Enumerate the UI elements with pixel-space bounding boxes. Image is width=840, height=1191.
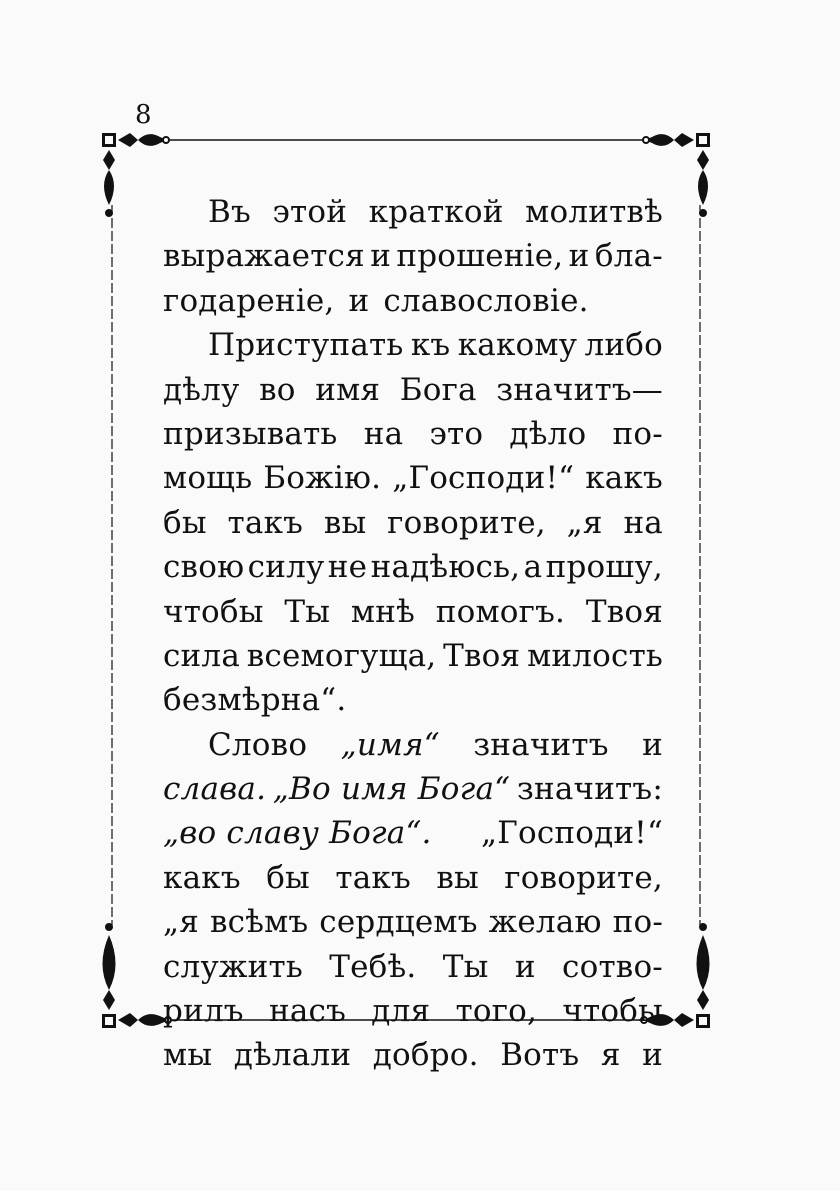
word: помогъ.: [435, 593, 566, 630]
word: а: [523, 549, 543, 586]
word: Приступать: [208, 327, 404, 364]
word: чтобы: [562, 993, 663, 1030]
word: какъ: [163, 859, 241, 896]
text-line: [163, 945, 663, 989]
word: и: [568, 238, 590, 275]
word: „имя“: [340, 726, 440, 763]
word: молитвѣ: [525, 194, 663, 230]
word: Ты: [284, 593, 331, 630]
word: прошу,: [545, 549, 663, 586]
word: милость: [527, 637, 663, 674]
text-line: [163, 723, 663, 767]
word: какому: [457, 327, 578, 364]
word: Въ: [208, 194, 251, 230]
text-line: [163, 900, 663, 944]
word: мы: [163, 1037, 213, 1074]
text-line: [163, 412, 663, 456]
word: бла-: [594, 238, 663, 275]
word: такъ: [335, 859, 411, 896]
word: рилъ: [163, 993, 244, 1030]
text-line: [163, 501, 663, 545]
word: краткой: [368, 194, 504, 230]
word: я: [600, 1037, 621, 1074]
word: „Господи!“: [481, 815, 663, 852]
word: вы: [323, 504, 367, 541]
word: „Господи!“: [392, 460, 575, 497]
word: „я: [566, 504, 603, 541]
word: говорите,: [504, 859, 663, 896]
word: имя: [315, 371, 381, 408]
word: во: [259, 371, 296, 408]
word: того,: [455, 993, 538, 1030]
word: служить: [163, 948, 303, 985]
word: либо: [584, 327, 663, 364]
word: Твоя: [443, 637, 521, 674]
word: по-: [612, 415, 663, 452]
text-line: [163, 279, 663, 323]
word: всѣмъ: [209, 904, 309, 941]
text-line: [163, 767, 663, 811]
word: и: [642, 1037, 663, 1074]
word: мощь: [163, 460, 253, 497]
word: и: [348, 282, 370, 319]
text-line: [163, 545, 663, 589]
text-line: [163, 234, 663, 278]
word: на: [363, 415, 404, 452]
word: бы: [163, 504, 207, 541]
word: такъ: [227, 504, 304, 541]
word: Бога: [399, 371, 477, 408]
word: „Во имя Бога“: [272, 771, 511, 808]
word: Вотъ: [500, 1037, 580, 1074]
word: силу: [247, 549, 325, 586]
word: добро.: [372, 1037, 479, 1074]
word: годареніе,: [163, 282, 335, 319]
word: на: [623, 504, 663, 541]
word: „я: [163, 904, 200, 941]
word: значитъ:: [516, 771, 663, 808]
word: и: [370, 238, 392, 275]
body-text: [163, 190, 663, 1078]
word: всемогуща,: [246, 637, 437, 674]
word: сердцемъ: [319, 904, 478, 941]
word: безмѣрна“.: [163, 682, 347, 719]
word: бы: [266, 859, 310, 896]
word: „во славу Бога“.: [163, 815, 432, 852]
word: свою: [163, 549, 245, 586]
text-line: [163, 634, 663, 678]
word: для: [371, 993, 431, 1030]
text-line: [163, 190, 663, 234]
word: и: [514, 948, 536, 985]
word: не: [327, 549, 368, 586]
word: дѣло: [509, 415, 587, 452]
text-line: [163, 456, 663, 500]
word: какъ: [585, 460, 663, 497]
word: сила: [163, 637, 240, 674]
word: къ: [410, 327, 451, 364]
word: насъ: [269, 993, 347, 1030]
word: и: [642, 726, 663, 763]
text-line: [163, 856, 663, 900]
word: желаю: [488, 904, 602, 941]
text-line: [163, 989, 663, 1033]
word: говорите,: [387, 504, 546, 541]
word: выражается: [163, 238, 365, 275]
text-line: [163, 811, 663, 855]
word: вы: [436, 859, 479, 896]
word: сотво-: [562, 948, 663, 985]
word: по-: [612, 904, 663, 941]
word: Ты: [442, 948, 489, 985]
word: это: [429, 415, 484, 452]
text-line: [163, 368, 663, 412]
word: Тебѣ.: [329, 948, 417, 985]
word: прошеніе,: [396, 238, 564, 275]
page-number: 8: [135, 100, 152, 130]
word: славословіе.: [383, 282, 589, 319]
word: дѣлали: [233, 1037, 352, 1074]
text-line: [163, 590, 663, 634]
word: значитъ: [473, 726, 609, 763]
word: надѣюсь,: [370, 549, 521, 586]
word: Слово: [208, 726, 308, 763]
text-line: [163, 1033, 663, 1077]
word: мнѣ: [350, 593, 415, 630]
word: значитъ—: [496, 371, 663, 408]
word: Твоя: [585, 593, 663, 630]
word: призывать: [163, 415, 338, 452]
word: чтобы: [163, 593, 264, 630]
word: этой: [272, 194, 348, 230]
word: Божію.: [263, 460, 382, 497]
text-line: [163, 323, 663, 367]
word: слава.: [163, 771, 267, 808]
text-line: [163, 678, 663, 722]
word: дѣлу: [163, 371, 240, 408]
